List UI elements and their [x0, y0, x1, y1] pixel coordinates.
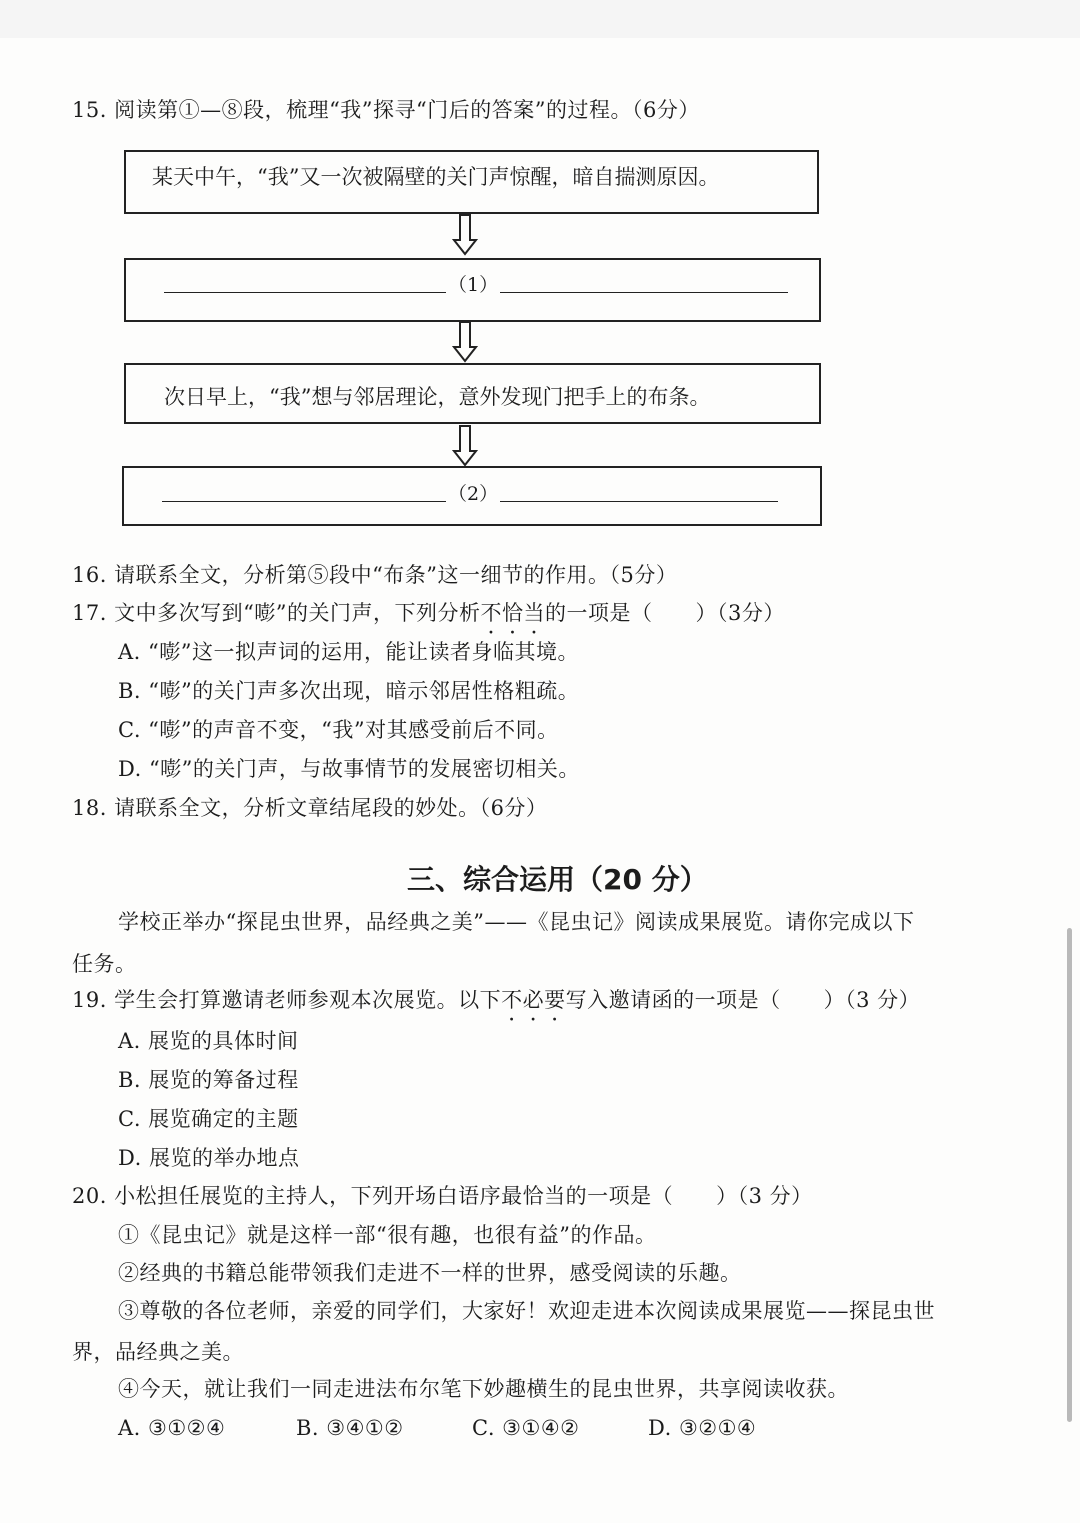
- flow-box-2: [124, 258, 821, 322]
- blank-1-label: （1）: [448, 274, 499, 296]
- flow-box-1: [124, 150, 819, 214]
- q20-sentence-4: ④今天，就让我们一同走进法布尔笔下妙趣横生的昆虫世界，共享阅读收获。: [118, 1377, 849, 1401]
- q19-emphasis-char: 要: [544, 988, 566, 1012]
- q16-stem: 16. 请联系全文，分析第⑤段中“布条”这一细节的作用。（5分）: [72, 563, 678, 587]
- q17-stem: [72, 599, 785, 627]
- flow-box-3-text: 次日早上，“我”想与邻居理论，意外发现门把手上的布条。: [164, 385, 711, 409]
- q19-option-b[interactable]: B. 展览的筹备过程: [118, 1068, 299, 1092]
- flow-box-1-text: 某天中午，“我”又一次被隔壁的关门声惊醒，暗自揣测原因。: [152, 165, 720, 189]
- flow-box-4: [122, 466, 822, 526]
- q20-stem: 20. 小松担任展览的主持人，下列开场白语序最恰当的一项是（ ）（3 分）: [72, 1184, 813, 1208]
- q19-option-a[interactable]: A. 展览的具体时间: [118, 1029, 299, 1053]
- q19-stem-after: 写入邀请函的一项是（ ）（3 分）: [565, 988, 921, 1012]
- q20-sentence-3-line-1: ③尊敬的各位老师，亲爱的同学们，大家好！欢迎走进本次阅读成果展览——探昆虫世: [118, 1299, 935, 1323]
- q17-emphasis-char: 不: [480, 601, 503, 625]
- q15-stem: 15. 阅读第①—⑧段，梳理“我”探寻“门后的答案”的过程。（6分）: [72, 98, 700, 122]
- q17-emphasis-char: 当: [523, 601, 546, 625]
- down-arrow-icon: [452, 321, 478, 363]
- q17-emphasis-char: 恰: [502, 601, 524, 625]
- vertical-scrollbar[interactable]: [1067, 928, 1072, 1422]
- q20-option-c[interactable]: C. ③①④②: [472, 1416, 580, 1440]
- q19-emphasis-char: 不: [501, 988, 523, 1012]
- q20-option-b[interactable]: B. ③④①②: [296, 1416, 404, 1440]
- q20-sentence-3-line-2: 界，品经典之美。: [72, 1340, 244, 1364]
- q20-sentence-1: ①《昆虫记》就是这样一部“很有趣，也很有益”的作品。: [118, 1223, 657, 1247]
- q17-option-b[interactable]: B. “嘭”的关门声多次出现，暗示邻居性格粗疏。: [118, 679, 580, 703]
- q18-stem: 18. 请联系全文，分析文章结尾段的妙处。（6分）: [72, 796, 548, 820]
- q19-stem: [72, 986, 920, 1014]
- down-arrow-icon: [452, 214, 478, 256]
- q19-option-d[interactable]: D. 展览的举办地点: [118, 1146, 300, 1170]
- q20-option-d[interactable]: D. ③②①④: [648, 1416, 757, 1440]
- q20-sentence-2: ②经典的书籍总能带领我们走进不一样的世界，感受阅读的乐趣。: [118, 1261, 742, 1285]
- q17-stem-before: 17. 文中多次写到“嘭”的关门声，下列分析: [72, 601, 481, 625]
- q17-stem-after: 的一项是（ ）（3分）: [545, 601, 785, 625]
- section-3-title: 三、综合运用（20 分）: [407, 863, 708, 896]
- q17-option-c[interactable]: C. “嘭”的声音不变，“我”对其感受前后不同。: [118, 718, 559, 742]
- q19-emphasis-char: 必: [522, 988, 545, 1012]
- down-arrow-icon: [452, 425, 478, 467]
- q20-option-a[interactable]: A. ③①②④: [118, 1416, 226, 1440]
- q19-stem-before: 19. 学生会打算邀请老师参观本次展览。以下: [72, 988, 502, 1012]
- q17-option-d[interactable]: D. “嘭”的关门声，与故事情节的发展密切相关。: [118, 757, 580, 781]
- section-3-intro-line-2: 任务。: [72, 952, 137, 976]
- q19-option-c[interactable]: C. 展览确定的主题: [118, 1107, 299, 1131]
- top-margin: [0, 0, 1080, 38]
- section-3-intro-line-1: 学校正举办“探昆虫世界，品经典之美”——《昆虫记》阅读成果展览。请你完成以下: [118, 910, 915, 934]
- q17-option-a[interactable]: A. “嘭”这一拟声词的运用，能让读者身临其境。: [118, 640, 579, 664]
- blank-2-label: （2）: [448, 483, 499, 505]
- flow-box-3: [124, 363, 821, 424]
